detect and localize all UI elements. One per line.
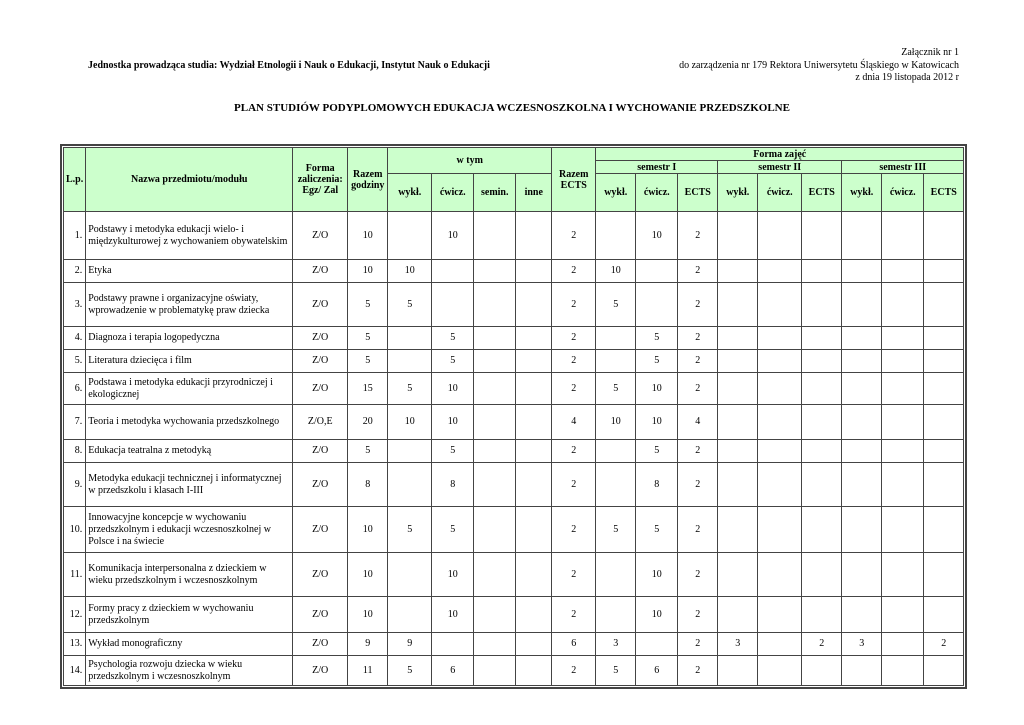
cell-s2c [758, 507, 802, 553]
cell-s3c [882, 553, 924, 597]
header-s2-cwicz: ćwicz. [758, 174, 802, 212]
cell-s3c [882, 350, 924, 373]
cell-cwicz: 8 [432, 463, 474, 507]
cell-s2e [802, 507, 842, 553]
cell-forma: Z/O [293, 507, 348, 553]
cell-s2e [802, 283, 842, 327]
cell-razem: 10 [348, 597, 388, 633]
cell-razem: 5 [348, 327, 388, 350]
cell-s3e [924, 597, 964, 633]
cell-lp: 11. [64, 553, 86, 597]
cell-inne [516, 350, 552, 373]
cell-semin [474, 507, 516, 553]
cell-s2e [802, 212, 842, 260]
cell-cwicz [432, 633, 474, 656]
cell-s1w: 5 [596, 656, 636, 686]
cell-name: Komunikacja interpersonalna z dzieckiem w wieku przedszkolnym i wczesnoszkolnym [86, 553, 293, 597]
cell-s2c [758, 373, 802, 405]
cell-s1w: 5 [596, 507, 636, 553]
cell-semin [474, 405, 516, 440]
cell-semin [474, 463, 516, 507]
cell-ects: 2 [552, 440, 596, 463]
cell-s2c [758, 597, 802, 633]
cell-s2e [802, 553, 842, 597]
cell-s2c [758, 440, 802, 463]
cell-ects: 2 [552, 327, 596, 350]
cell-s2w [718, 373, 758, 405]
cell-ects: 4 [552, 405, 596, 440]
cell-s1w: 5 [596, 283, 636, 327]
cell-s1e: 4 [678, 405, 718, 440]
cell-lp: 12. [64, 597, 86, 633]
cell-inne [516, 283, 552, 327]
header-name: Nazwa przedmiotu/modułu [86, 148, 293, 212]
header-wykl: wykł. [388, 174, 432, 212]
cell-inne [516, 656, 552, 686]
cell-inne [516, 327, 552, 350]
cell-wykl: 5 [388, 507, 432, 553]
cell-razem: 5 [348, 283, 388, 327]
cell-s1c: 5 [636, 440, 678, 463]
cell-semin [474, 656, 516, 686]
header-s1-ects: ECTS [678, 174, 718, 212]
header-razem-ects: Razem ECTS [552, 148, 596, 212]
cell-s1c: 8 [636, 463, 678, 507]
cell-s1c: 10 [636, 212, 678, 260]
table-row [64, 597, 964, 633]
cell-cwicz: 5 [432, 440, 474, 463]
cell-cwicz: 6 [432, 656, 474, 686]
cell-wykl: 5 [388, 283, 432, 327]
cell-inne [516, 597, 552, 633]
cell-ects: 2 [552, 597, 596, 633]
cell-cwicz: 5 [432, 327, 474, 350]
table-row [64, 656, 964, 686]
cell-s2c [758, 463, 802, 507]
cell-name: Formy pracy z dzieckiem w wychowaniu przedszkolnym [86, 597, 293, 633]
cell-s3c [882, 507, 924, 553]
header-semin: semin. [474, 174, 516, 212]
cell-razem: 10 [348, 260, 388, 283]
cell-semin [474, 260, 516, 283]
cell-s3w [842, 373, 882, 405]
cell-cwicz: 10 [432, 373, 474, 405]
cell-cwicz [432, 260, 474, 283]
cell-cwicz: 10 [432, 405, 474, 440]
cell-s2e [802, 597, 842, 633]
table-row [64, 373, 964, 405]
cell-inne [516, 463, 552, 507]
cell-s1c: 5 [636, 327, 678, 350]
cell-name: Teoria i metodyka wychowania przedszkolnego [86, 405, 293, 440]
cell-wykl [388, 463, 432, 507]
cell-ects: 2 [552, 373, 596, 405]
cell-name: Etyka [86, 260, 293, 283]
cell-s3e [924, 656, 964, 686]
cell-inne [516, 633, 552, 656]
cell-razem: 9 [348, 633, 388, 656]
cell-wykl [388, 440, 432, 463]
cell-razem: 11 [348, 656, 388, 686]
cell-s2w [718, 507, 758, 553]
cell-s3w [842, 260, 882, 283]
cell-s1w [596, 212, 636, 260]
cell-inne [516, 405, 552, 440]
cell-s3e [924, 327, 964, 350]
cell-s3c [882, 283, 924, 327]
cell-s1w [596, 350, 636, 373]
cell-s2w [718, 440, 758, 463]
cell-s1c: 5 [636, 507, 678, 553]
table-row [64, 212, 964, 260]
cell-s2e: 2 [802, 633, 842, 656]
cell-s2c [758, 656, 802, 686]
cell-s3w [842, 350, 882, 373]
cell-ects: 6 [552, 633, 596, 656]
cell-razem: 10 [348, 212, 388, 260]
cell-forma: Z/O [293, 597, 348, 633]
header-semestr-3: semestr III [842, 161, 964, 174]
header-lp: L.p. [64, 148, 86, 212]
cell-s2w [718, 283, 758, 327]
cell-forma: Z/O [293, 283, 348, 327]
cell-s2c [758, 553, 802, 597]
header-razem-godziny: Razem godziny [348, 148, 388, 212]
cell-s3c [882, 373, 924, 405]
header-cwicz: ćwicz. [432, 174, 474, 212]
cell-wykl [388, 597, 432, 633]
cell-s1w: 10 [596, 260, 636, 283]
cell-name: Innowacyjne koncepcje w wychowaniu przedszkolnym i edukacji wczesnoszkolnej w Polsce i na świecie [86, 507, 293, 553]
cell-forma: Z/O,E [293, 405, 348, 440]
attachment-line-2: do zarządzenia nr 179 Rektora Uniwersytetu Śląskiego w Katowicach [679, 59, 959, 71]
header-s3-ects: ECTS [924, 174, 964, 212]
cell-s3c [882, 327, 924, 350]
cell-forma: Z/O [293, 327, 348, 350]
cell-semin [474, 283, 516, 327]
cell-s1w [596, 597, 636, 633]
cell-s3w [842, 327, 882, 350]
cell-wykl [388, 350, 432, 373]
cell-name: Diagnoza i terapia logopedyczna [86, 327, 293, 350]
cell-s2w [718, 212, 758, 260]
header-s2-wykl: wykł. [718, 174, 758, 212]
cell-forma: Z/O [293, 656, 348, 686]
cell-s3e [924, 440, 964, 463]
cell-s3e [924, 373, 964, 405]
cell-razem: 5 [348, 350, 388, 373]
cell-semin [474, 440, 516, 463]
cell-ects: 2 [552, 656, 596, 686]
header-s1-cwicz: ćwicz. [636, 174, 678, 212]
cell-forma: Z/O [293, 373, 348, 405]
cell-s1e: 2 [678, 283, 718, 327]
document-title: PLAN STUDIÓW PODYPLOMOWYCH EDUKACJA WCZESNOSZKOLNA I WYCHOWANIE PRZEDSZKOLNE [234, 102, 790, 114]
cell-s3e [924, 405, 964, 440]
table-row [64, 283, 964, 327]
cell-s1w: 10 [596, 405, 636, 440]
cell-s3w [842, 212, 882, 260]
cell-name: Edukacja teatralna z metodyką [86, 440, 293, 463]
cell-s1w [596, 440, 636, 463]
cell-forma: Z/O [293, 633, 348, 656]
cell-ects: 2 [552, 260, 596, 283]
cell-razem: 20 [348, 405, 388, 440]
cell-s2e [802, 656, 842, 686]
cell-inne [516, 373, 552, 405]
cell-inne [516, 507, 552, 553]
cell-s1c: 10 [636, 597, 678, 633]
table-row [64, 463, 964, 507]
cell-s1e: 2 [678, 212, 718, 260]
cell-razem: 10 [348, 553, 388, 597]
cell-s2c [758, 212, 802, 260]
cell-ects: 2 [552, 507, 596, 553]
cell-s1c: 10 [636, 373, 678, 405]
cell-s1e: 2 [678, 463, 718, 507]
cell-s1e: 2 [678, 373, 718, 405]
header-inne: inne [516, 174, 552, 212]
cell-inne [516, 440, 552, 463]
header-s3-cwicz: ćwicz. [882, 174, 924, 212]
header-forma-zajec: Forma zajęć [596, 148, 964, 161]
cell-semin [474, 212, 516, 260]
cell-s2e [802, 350, 842, 373]
cell-s2w [718, 463, 758, 507]
cell-forma: Z/O [293, 440, 348, 463]
cell-name: Literatura dziecięca i film [86, 350, 293, 373]
cell-s3w [842, 283, 882, 327]
cell-cwicz: 10 [432, 597, 474, 633]
cell-s3e [924, 260, 964, 283]
cell-cwicz [432, 283, 474, 327]
cell-s2e [802, 440, 842, 463]
table-row [64, 260, 964, 283]
cell-wykl [388, 327, 432, 350]
cell-s2w [718, 350, 758, 373]
cell-s2w [718, 553, 758, 597]
cell-cwicz: 10 [432, 212, 474, 260]
attachment-line-1: Załącznik nr 1 [901, 47, 959, 58]
cell-s2e [802, 405, 842, 440]
cell-forma: Z/O [293, 553, 348, 597]
cell-forma: Z/O [293, 350, 348, 373]
cell-name: Wykład monograficzny [86, 633, 293, 656]
attachment-line-3: z dnia 19 listopada 2012 r [855, 72, 959, 83]
cell-s2c [758, 327, 802, 350]
cell-s1w: 3 [596, 633, 636, 656]
cell-s2e [802, 260, 842, 283]
cell-semin [474, 633, 516, 656]
cell-s1w [596, 553, 636, 597]
cell-wykl [388, 553, 432, 597]
cell-lp: 8. [64, 440, 86, 463]
cell-s1c: 6 [636, 656, 678, 686]
table-header [64, 148, 964, 212]
cell-s1e: 2 [678, 507, 718, 553]
cell-s1e: 2 [678, 656, 718, 686]
cell-wykl [388, 212, 432, 260]
cell-s2w [718, 260, 758, 283]
cell-s2c [758, 283, 802, 327]
cell-ects: 2 [552, 553, 596, 597]
cell-cwicz: 10 [432, 553, 474, 597]
cell-s2c [758, 633, 802, 656]
cell-razem: 10 [348, 507, 388, 553]
cell-lp: 14. [64, 656, 86, 686]
cell-s2c [758, 405, 802, 440]
cell-name: Metodyka edukacji technicznej i informatycznej w przedszkolu i klasach I-III [86, 463, 293, 507]
cell-wykl: 5 [388, 656, 432, 686]
cell-s1e: 2 [678, 553, 718, 597]
table-row [64, 553, 964, 597]
cell-name: Psychologia rozwoju dziecka w wieku przedszkolnym i wczesnoszkolnym [86, 656, 293, 686]
cell-lp: 4. [64, 327, 86, 350]
cell-s3w [842, 597, 882, 633]
cell-s3c [882, 440, 924, 463]
cell-s3e [924, 283, 964, 327]
cell-name: Podstawa i metodyka edukacji przyrodniczej i ekologicznej [86, 373, 293, 405]
cell-s1w [596, 463, 636, 507]
cell-s3e [924, 507, 964, 553]
header-s2-ects: ECTS [802, 174, 842, 212]
cell-s1e: 2 [678, 440, 718, 463]
cell-s1w: 5 [596, 373, 636, 405]
cell-ects: 2 [552, 212, 596, 260]
table-row [64, 507, 964, 553]
cell-s1e: 2 [678, 350, 718, 373]
cell-name: Podstawy prawne i organizacyjne oświaty, wprowadzenie w problematykę praw dziecka [86, 283, 293, 327]
cell-semin [474, 373, 516, 405]
cell-s3w [842, 440, 882, 463]
cell-ects: 2 [552, 283, 596, 327]
cell-s1c: 5 [636, 350, 678, 373]
cell-s3c [882, 463, 924, 507]
cell-wykl: 10 [388, 260, 432, 283]
cell-inne [516, 260, 552, 283]
cell-s2w [718, 597, 758, 633]
cell-s2e [802, 327, 842, 350]
cell-s3w: 3 [842, 633, 882, 656]
cell-s2w [718, 327, 758, 350]
cell-s3c [882, 656, 924, 686]
study-plan-table [63, 147, 964, 686]
cell-cwicz: 5 [432, 350, 474, 373]
cell-razem: 15 [348, 373, 388, 405]
cell-s3w [842, 553, 882, 597]
cell-s1w [596, 327, 636, 350]
cell-lp: 9. [64, 463, 86, 507]
cell-wykl: 5 [388, 373, 432, 405]
cell-ects: 2 [552, 350, 596, 373]
cell-s3e [924, 350, 964, 373]
cell-s3w [842, 463, 882, 507]
cell-semin [474, 553, 516, 597]
cell-s3c [882, 212, 924, 260]
cell-s3w [842, 507, 882, 553]
header-s3-wykl: wykł. [842, 174, 882, 212]
table-row [64, 405, 964, 440]
cell-s3c [882, 597, 924, 633]
cell-s1e: 2 [678, 260, 718, 283]
cell-lp: 5. [64, 350, 86, 373]
cell-forma: Z/O [293, 260, 348, 283]
study-plan-table-frame [60, 144, 967, 689]
header-s1-wykl: wykł. [596, 174, 636, 212]
cell-razem: 5 [348, 440, 388, 463]
cell-lp: 1. [64, 212, 86, 260]
cell-lp: 6. [64, 373, 86, 405]
cell-s1e: 2 [678, 597, 718, 633]
header-semestr-2: semestr II [718, 161, 842, 174]
cell-ects: 2 [552, 463, 596, 507]
cell-forma: Z/O [293, 463, 348, 507]
cell-s3c [882, 633, 924, 656]
cell-s3e: 2 [924, 633, 964, 656]
cell-s1c [636, 260, 678, 283]
cell-s3e [924, 463, 964, 507]
cell-s2w: 3 [718, 633, 758, 656]
cell-s1c [636, 633, 678, 656]
cell-wykl: 10 [388, 405, 432, 440]
table-body [64, 212, 964, 686]
cell-s1c: 10 [636, 405, 678, 440]
cell-s1c [636, 283, 678, 327]
cell-razem: 8 [348, 463, 388, 507]
cell-s1c: 10 [636, 553, 678, 597]
header-w-tym: w tym [388, 148, 552, 174]
cell-forma: Z/O [293, 212, 348, 260]
header-semestr-1: semestr I [596, 161, 718, 174]
attachment-note [679, 47, 959, 85]
cell-s3e [924, 553, 964, 597]
cell-lp: 7. [64, 405, 86, 440]
table-row [64, 327, 964, 350]
cell-s1e: 2 [678, 633, 718, 656]
cell-wykl: 9 [388, 633, 432, 656]
cell-s2c [758, 350, 802, 373]
cell-s2e [802, 373, 842, 405]
cell-inne [516, 212, 552, 260]
cell-s2w [718, 405, 758, 440]
cell-s3w [842, 656, 882, 686]
table-row [64, 350, 964, 373]
cell-s2e [802, 463, 842, 507]
cell-cwicz: 5 [432, 507, 474, 553]
cell-semin [474, 350, 516, 373]
cell-s3c [882, 405, 924, 440]
table-row [64, 633, 964, 656]
cell-inne [516, 553, 552, 597]
unit-label: Jednostka prowadząca studia: Wydział Etnologii i Nauk o Edukacji, Instytut Nauk o Edukacji [88, 60, 490, 71]
cell-lp: 13. [64, 633, 86, 656]
cell-s3w [842, 405, 882, 440]
cell-semin [474, 597, 516, 633]
cell-lp: 10. [64, 507, 86, 553]
cell-lp: 2. [64, 260, 86, 283]
cell-s2w [718, 656, 758, 686]
cell-lp: 3. [64, 283, 86, 327]
header-forma-zaliczenia: Forma zaliczenia: Egz/ Zal [293, 148, 348, 212]
cell-s3e [924, 212, 964, 260]
cell-s1e: 2 [678, 327, 718, 350]
cell-s2c [758, 260, 802, 283]
cell-semin [474, 327, 516, 350]
cell-s3c [882, 260, 924, 283]
cell-name: Podstawy i metodyka edukacji wielo- i międzykulturowej z wychowaniem obywatelskim [86, 212, 293, 260]
table-row [64, 440, 964, 463]
